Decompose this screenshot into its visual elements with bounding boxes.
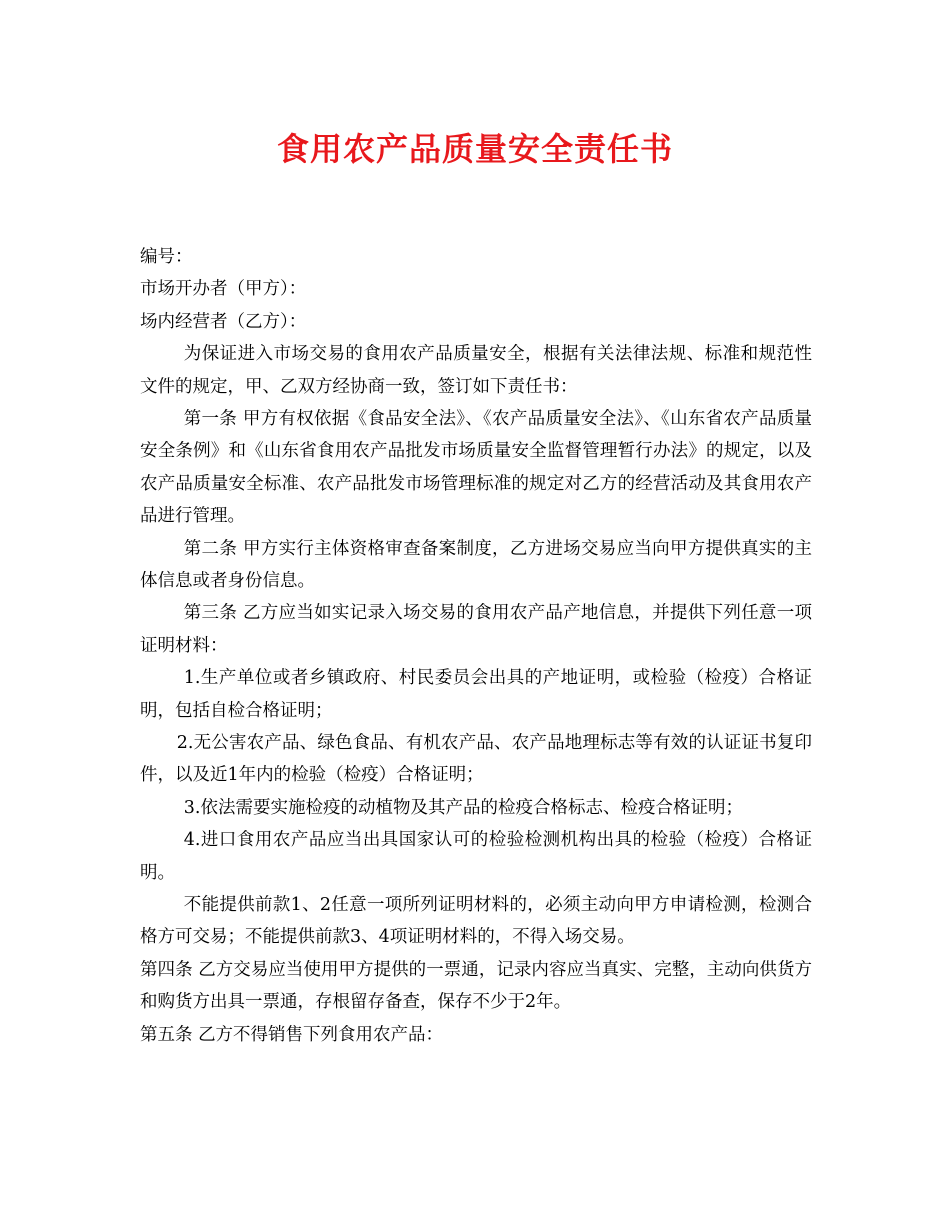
article-3-item-1: 1.生产单位或者乡镇政府、村民委员会出具的产地证明，或检验（检疫）合格证明，包括自检合格证明； (140, 668, 812, 721)
article-4: 第四条 乙方交易应当使用甲方提供的一票通，记录内容应当真实、完整，主动向供货方和购货方出具一票通，存根留存备查，保存不少于2年。 (140, 959, 812, 1013)
party-a-field (140, 273, 812, 305)
document-title: 食用农产品质量安全责任书 (276, 130, 673, 168)
document-body (140, 241, 812, 1051)
party-b-field (140, 306, 812, 338)
number-field (140, 241, 812, 273)
article-2: 第二条 甲方实行主体资格审查备案制度，乙方进场交易应当向甲方提供真实的主体信息或者身份信息。 (140, 538, 812, 592)
article-3-note: 不能提供前款1、2任意一项所列证明材料的，必须主动向甲方申请检测，检测合格方可交易；不能提供前款3、4项证明材料的，不得入场交易。 (140, 895, 812, 948)
intro-paragraph: 为保证进入市场交易的食用农产品质量安全，根据有关法律法规、标准和规范性文件的规定，甲、乙双方经协商一致，签订如下责任书： (140, 344, 812, 397)
article-3-item-2: 2.无公害农产品、绿色食品、有机农产品、农产品地理标志等有效的认证证书复印件，以及近1年内的检验（检疫）合格证明； (140, 733, 812, 786)
article-3-item-4: 4.进口食用农产品应当出具国家认可的检验检测机构出具的检验（检疫）合格证明。 (140, 830, 812, 883)
party-b-label: 场内经营者（乙方）： (140, 311, 307, 332)
article-3-item-3: 3.依法需要实施检疫的动植物及其产品的检疫合格标志、检疫合格证明； (183, 797, 743, 818)
article-1: 第一条 甲方有权依据《食品安全法》、《农产品质量安全法》、《山东省农产品质量安全条例》和《山东省食用农产品批发市场质量安全监督管理暂行办法》的规定，以及农产品质量安全标准、农产品批发市场管理标准的规定对乙方的经营活动及其食用农产品进行管理。 (140, 408, 812, 527)
number-label: 编号： (140, 247, 193, 267)
article-5: 第五条 乙方不得销售下列食用农产品： (140, 1024, 444, 1045)
party-a-label: 市场开办者（甲方）： (140, 279, 307, 300)
article-3: 第三条 乙方应当如实记录入场交易的食用农产品产地信息，并提供下列任意一项证明材料： (140, 603, 812, 656)
